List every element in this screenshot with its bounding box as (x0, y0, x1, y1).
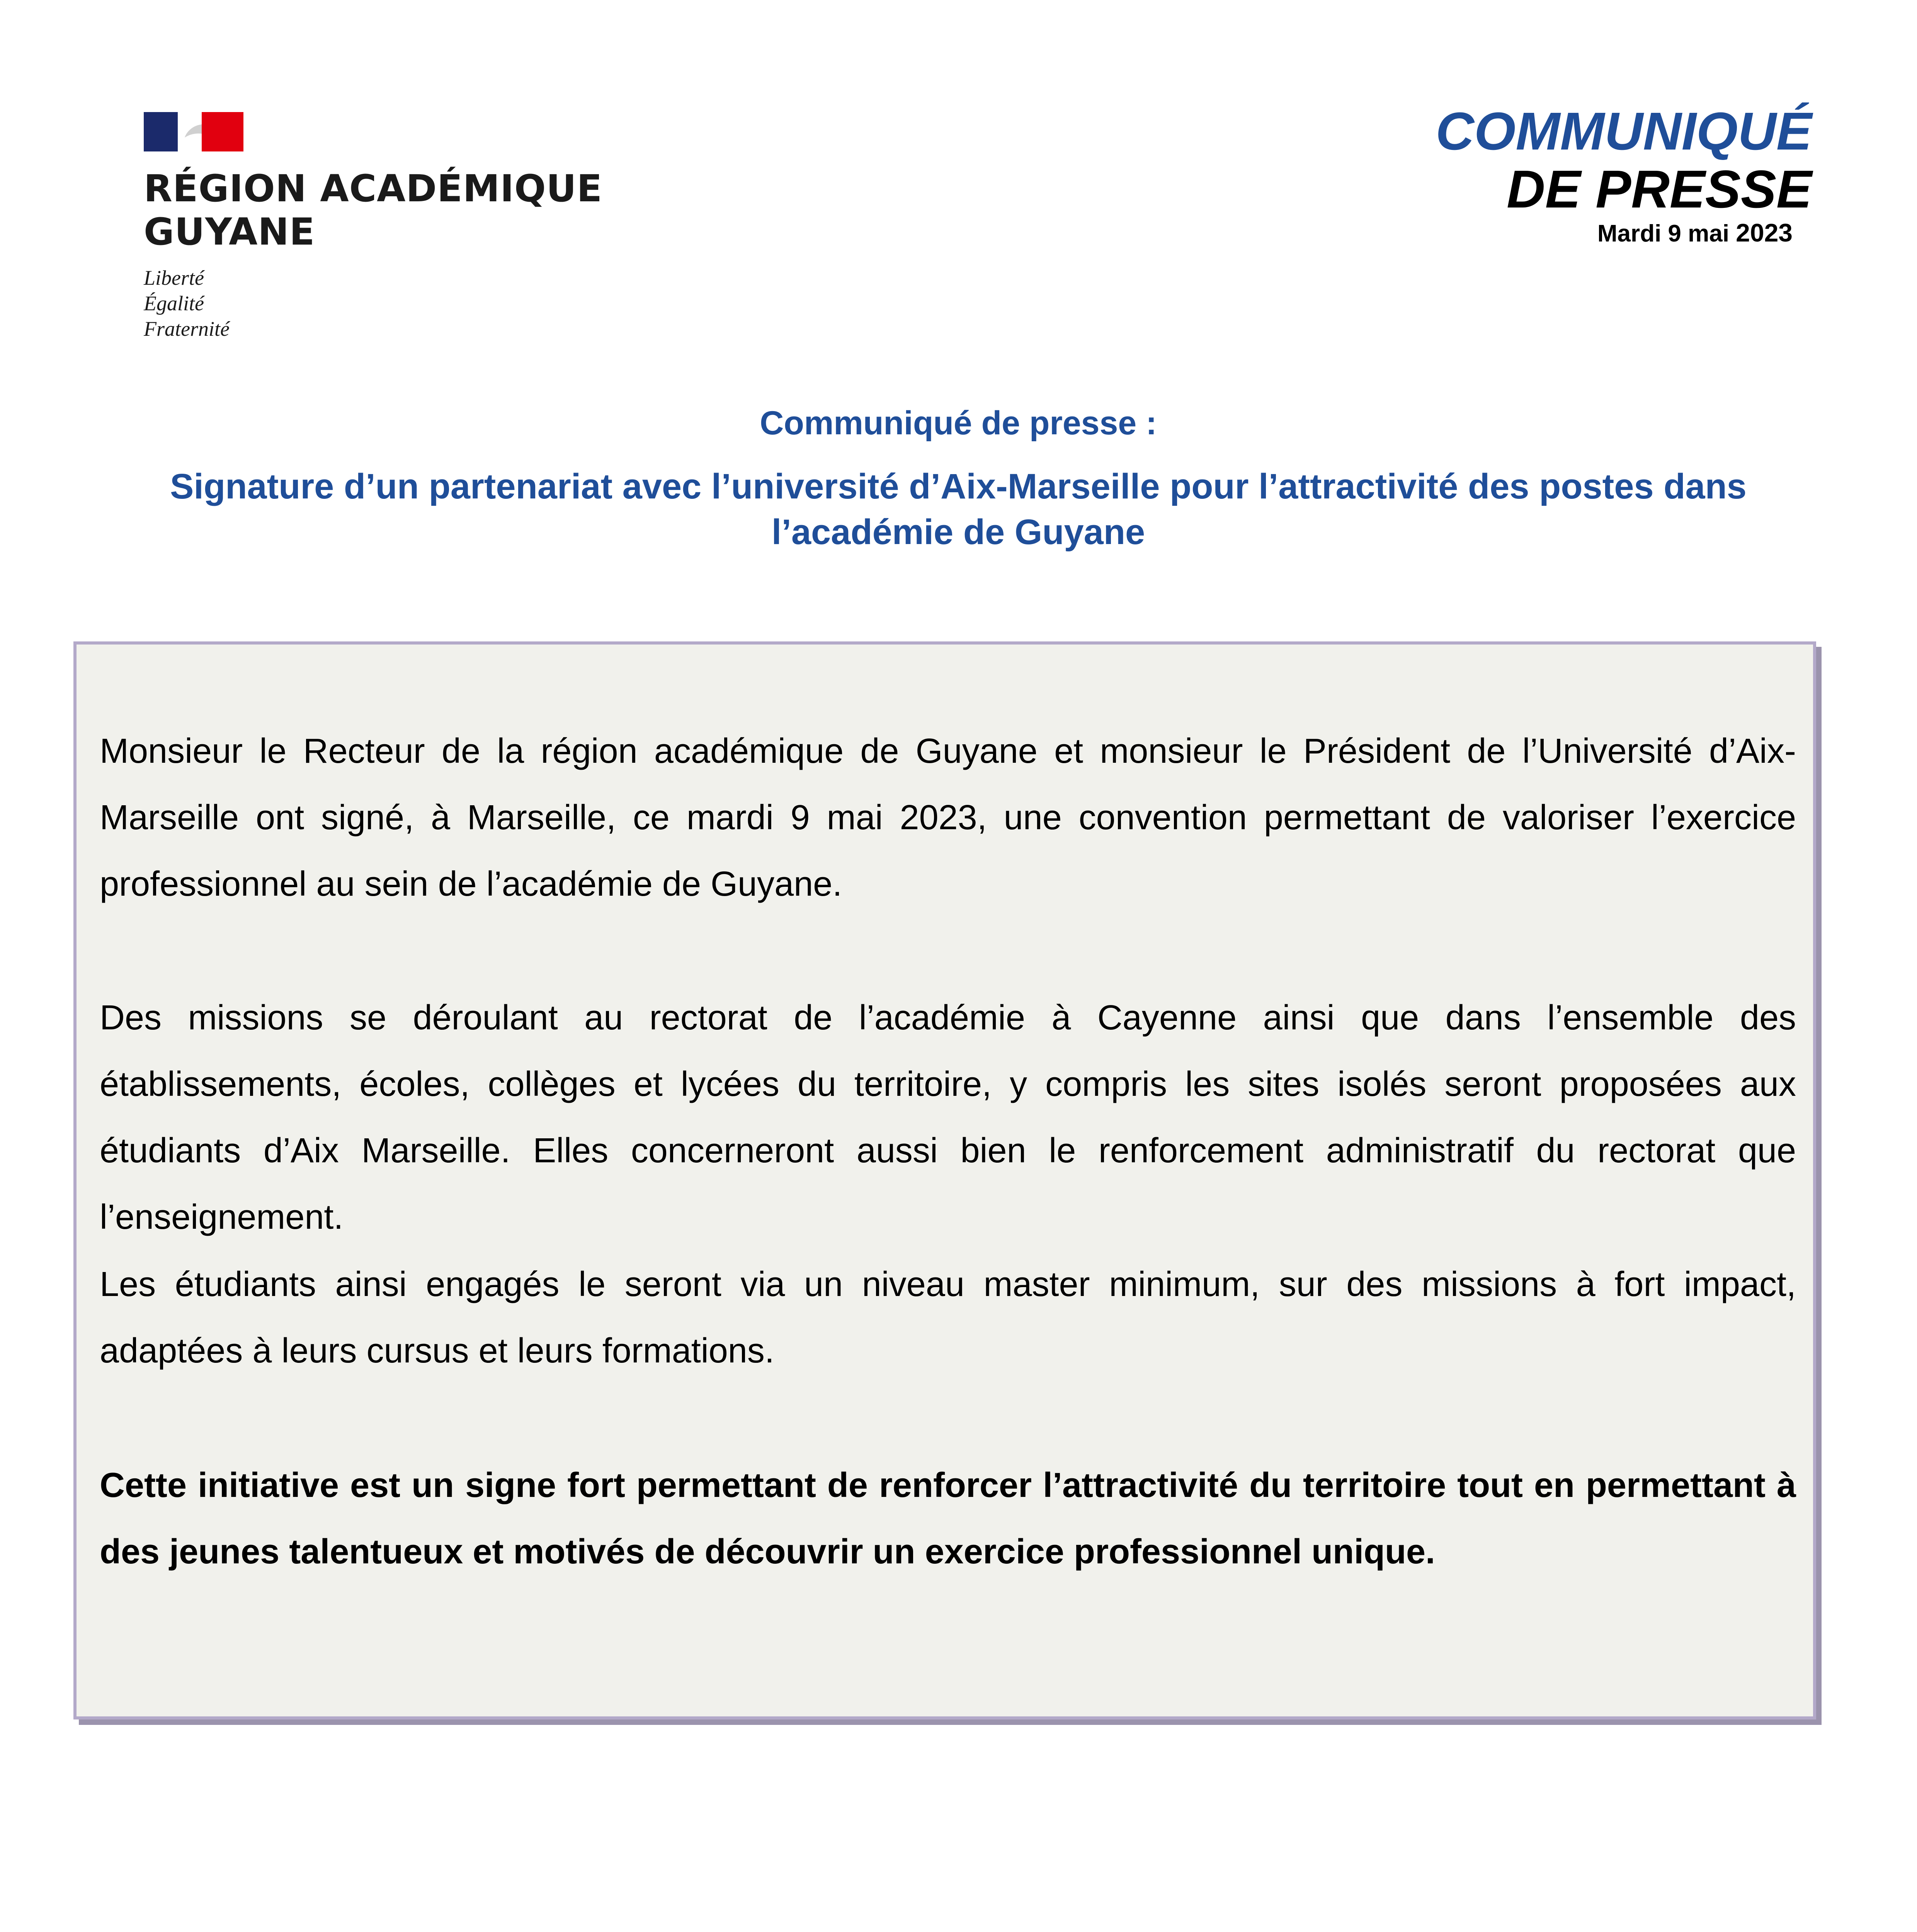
marianne-icon (144, 112, 244, 151)
org-name (144, 167, 646, 253)
date-year: 2023 (1736, 218, 1793, 247)
region-logo (144, 112, 646, 342)
republic-motto (144, 265, 646, 342)
press-release-title: Signature d’un partenariat avec l’université d’Aix-Marseille pour l’attractivité des postes dans l’académie de Guyane (170, 467, 1747, 552)
body-paragraph-3: Les étudiants ainsi engagés le seront via un niveau master minimum, sur des missions à fort impact, adaptées à leurs cursus et leurs formations. (100, 1265, 1796, 1370)
document-type-header (1436, 102, 1812, 248)
motto-liberte: Liberté (144, 266, 204, 289)
doc-type-line1: COMMUNIQUÉ (1436, 102, 1812, 161)
body-paragraph-1: Monsieur le Recteur de la région académique de Guyane et monsieur le Président de l’Université d’Aix-Marseille ont signé, à Marseille, ce mardi 9 mai 2023, une convention permettant de valoriser l’exercice professionnel au sein de l’académie de Guyane. (100, 732, 1796, 903)
publication-date (1436, 218, 1793, 248)
doc-type-line2: DE PRESSE (1507, 160, 1812, 219)
date-text: Mardi 9 mai (1597, 220, 1729, 247)
content-box (73, 641, 1816, 1719)
motto-fraternite: Fraternité (144, 317, 230, 340)
org-name-line2: GUYANE (144, 210, 315, 253)
org-name-line1: RÉGION ACADÉMIQUE (144, 167, 603, 210)
body-paragraph-4: Cette initiative est un signe fort permettant de renforcer l’attractivité du territoire tout en permettant à des jeunes talentueux et motivés de découvrir un exercice professionnel unique. (100, 1466, 1796, 1571)
body-paragraph-2: Des missions se déroulant au rectorat de l’académie à Cayenne ainsi que dans l’ensemble des établissements, écoles, collèges et lycées du territoire, y compris les sites isolés seront proposées aux étudiants d’Aix Marseille. Elles concerneront aussi bien le renforcement administratif du rectorat que l’enseignement. (100, 998, 1796, 1236)
motto-egalite: Égalité (144, 292, 204, 315)
press-release-label: Communiqué de presse : (760, 405, 1157, 442)
